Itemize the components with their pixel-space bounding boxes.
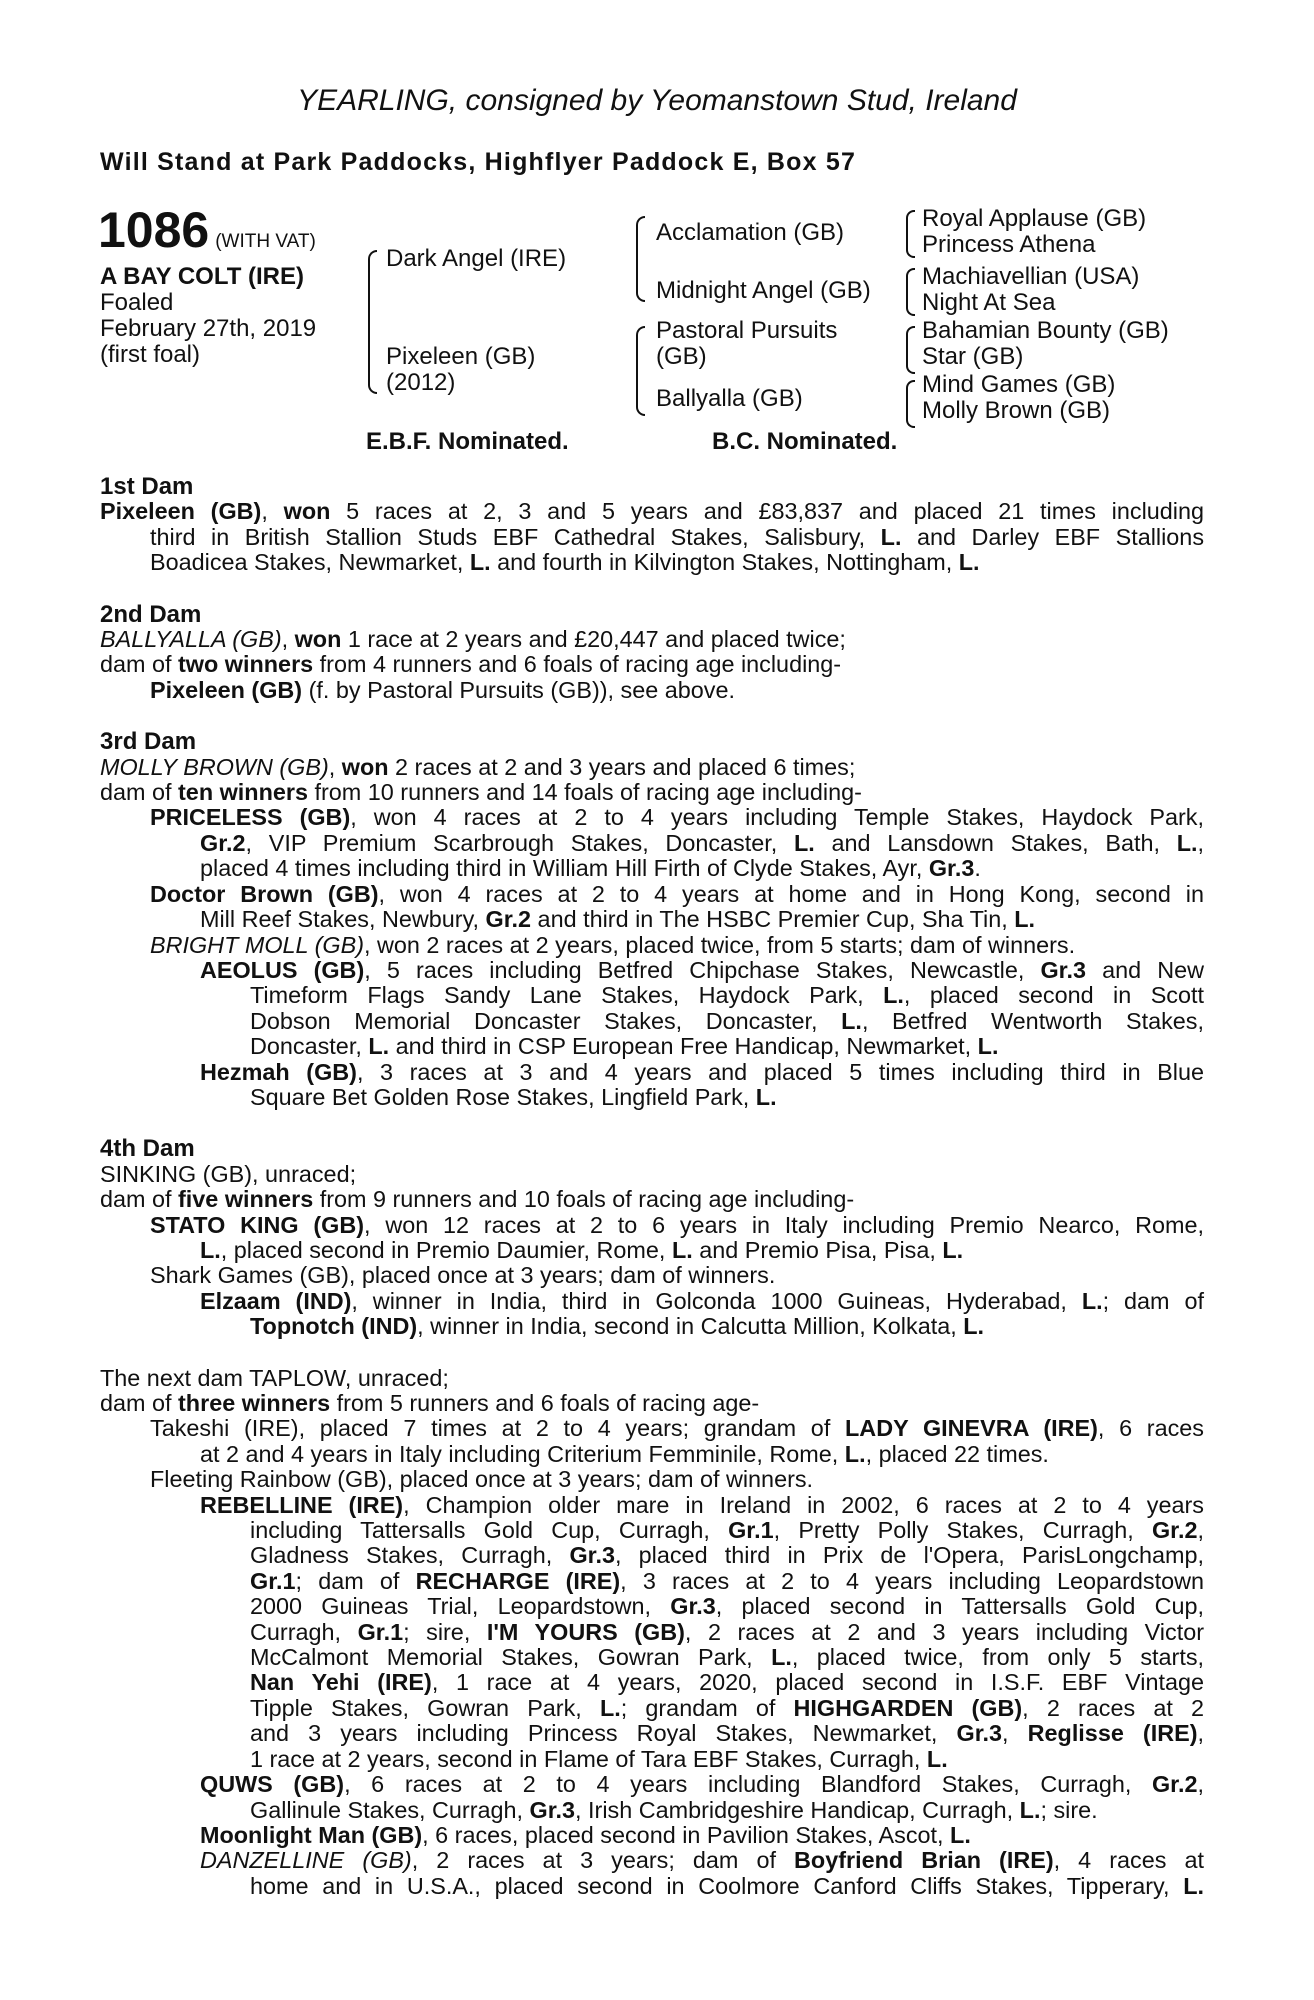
- text-run: ; sire.: [1040, 1796, 1098, 1823]
- text-run: McCalmont Memorial Stakes, Gowran Park,: [250, 1644, 772, 1671]
- text-run: Moonlight Man (GB): [200, 1821, 423, 1848]
- text-run: L.: [469, 549, 491, 576]
- ggp-5: Bahamian Bounty (GB): [922, 317, 1169, 344]
- text-run: three winners: [178, 1390, 331, 1416]
- text-run: RECHARGE (IRE): [415, 1567, 621, 1594]
- text-run: , 2 races at 2 and 3 years including Victor: [684, 1618, 1204, 1645]
- third-dam-line: [100, 780, 1204, 805]
- next-dam-line: [100, 1721, 1204, 1746]
- text-run: , placed second in Tattersalls Gold Cup,: [715, 1593, 1204, 1620]
- text-run: Boadicea Stakes, Newmarket,: [150, 549, 470, 576]
- text-run: , winner in India, third in Golconda 1000 Guineas, Hyderabad,: [351, 1287, 1082, 1314]
- text-run: , 5 races including Betfred Chipchase Stakes, Newcastle,: [364, 956, 1041, 983]
- next-dam-line: [100, 1518, 1204, 1543]
- next-dam-line: [100, 1391, 1204, 1416]
- text-run: , placed twice, from only 5 starts,: [791, 1644, 1205, 1671]
- text-run: (f. by Pastoral Pursuits (GB)), see above.: [302, 676, 735, 703]
- ggp-7: Mind Games (GB): [922, 371, 1116, 398]
- text-run: from 4 runners and 6 foals of racing age including-: [313, 651, 842, 678]
- third-dam-line: [100, 1009, 1204, 1034]
- text-run: Gr.2: [1151, 1771, 1198, 1798]
- text-run: Tipple Stakes, Gowran Park,: [250, 1694, 600, 1721]
- text-run: L.: [977, 1033, 999, 1060]
- text-run: Dobson Memorial Doncaster Stakes, Doncaster,: [250, 1007, 842, 1034]
- text-run: Gr.1: [357, 1618, 404, 1645]
- next-dam-line: [100, 1772, 1204, 1797]
- text-run: including Tattersalls Gold Cup, Curragh,: [250, 1517, 729, 1544]
- pedigree-brace: [906, 210, 915, 258]
- text-run: QUWS (GB): [200, 1771, 345, 1798]
- text-run: L.: [963, 1313, 985, 1340]
- text-run: L.: [1014, 906, 1036, 933]
- text-run: HIGHGARDEN (GB): [793, 1694, 1023, 1721]
- text-run: BALLYALLA (GB): [100, 626, 282, 653]
- text-run: REBELLINE (IRE): [200, 1491, 404, 1518]
- ggp-2: Princess Athena: [922, 231, 1096, 258]
- text-run: , 1 race at 4 years, 2020, placed second in I.S.F. EBF Vintage: [431, 1669, 1204, 1696]
- spacer: [100, 576, 1204, 602]
- ggp-6: Star (GB): [922, 343, 1024, 370]
- text-run: DANZELLINE (GB): [200, 1847, 412, 1874]
- next-dam-line: [100, 1874, 1204, 1899]
- second-dam-line: [100, 678, 1204, 703]
- text-run: , Betfred Wentworth Stakes,: [861, 1007, 1204, 1034]
- text-run: , 2 races at 3 years; dam of: [411, 1847, 795, 1874]
- text-run: , 4 races at: [1053, 1847, 1204, 1874]
- dam-sire-line1: Pastoral Pursuits: [656, 317, 838, 344]
- text-run: , won 4 races at 2 to 4 years including Temple Stakes, Haydock Park,: [350, 804, 1204, 831]
- text-run: and Lansdown Stakes, Bath,: [814, 829, 1177, 856]
- next-dam-line: [100, 1823, 1204, 1848]
- next-dam-line: [100, 1747, 1204, 1772]
- text-run: 5 races at 2, 3 and 5 years and £83,837 and placed 21 times including: [330, 498, 1204, 525]
- pedigree-brace: [636, 326, 645, 416]
- text-run: , winner in India, second in Calcutta Million, Kolkata,: [417, 1313, 964, 1340]
- text-run: ten winners: [178, 779, 308, 806]
- text-run: , won 2 races at 2 years, placed twice, from 5 starts; dam of winners.: [364, 931, 1076, 958]
- text-run: five winners: [178, 1186, 314, 1213]
- text-run: Nan Yehi (IRE): [250, 1669, 432, 1696]
- third-dam-line: [100, 882, 1204, 907]
- dam-dam: Ballyalla (GB): [656, 385, 803, 412]
- text-run: L.: [958, 549, 980, 576]
- text-run: Doctor Brown (GB): [150, 880, 379, 907]
- next-dam-line: [100, 1569, 1204, 1594]
- text-run: , placed third in Prix de l'Opera, ParisLongchamp,: [614, 1542, 1204, 1569]
- text-run: home and in U.S.A., placed second in Coolmore Canford Cliffs Stakes, Tipperary,: [250, 1872, 1184, 1899]
- second-dam-line: [100, 652, 1204, 677]
- next-dam-line: [100, 1543, 1204, 1568]
- ebf-nominated: E.B.F. Nominated.: [366, 428, 569, 455]
- text-run: .: [974, 855, 981, 882]
- text-run: Gr.3: [956, 1720, 1003, 1747]
- text-run: Gr.3: [670, 1593, 716, 1620]
- text-run: ; sire,: [403, 1618, 487, 1645]
- text-run: Gr.3: [928, 855, 975, 882]
- foaled-label: Foaled: [100, 289, 174, 316]
- text-run: third in British Stallion Studs EBF Cathedral Stakes, Salisbury,: [150, 523, 881, 550]
- lot-number-value: 1086: [98, 202, 210, 258]
- text-run: , Irish Cambridgeshire Handicap, Curragh,: [575, 1796, 1020, 1823]
- lot-number: [98, 202, 316, 258]
- text-run: Reglisse (IRE): [1027, 1720, 1198, 1747]
- fourth-dam-line: [100, 1238, 1204, 1263]
- second-dam-heading: 2nd Dam: [100, 600, 202, 628]
- dam-sire-line2: (GB): [656, 343, 707, 370]
- text-run: L.: [942, 1236, 964, 1263]
- text-run: 2000 Guineas Trial, Leopardstown,: [250, 1593, 671, 1620]
- text-run: Gr.2: [485, 906, 532, 933]
- ggp-4: Night At Sea: [922, 289, 1056, 316]
- third-dam-line: [100, 856, 1204, 881]
- pedigree-brace: [368, 250, 377, 394]
- text-run: , 6 races: [1097, 1415, 1205, 1442]
- text-run: dam of: [100, 1186, 179, 1213]
- text-run: Gr.2: [1151, 1517, 1198, 1544]
- text-run: two winners: [178, 651, 314, 678]
- foaled-date: February 27th, 2019: [100, 315, 317, 342]
- text-run: ,: [1197, 1517, 1204, 1544]
- text-run: L.: [771, 1644, 792, 1671]
- next-dam-line: [100, 1696, 1204, 1721]
- fourth-dam-line: Shark Games (GB), placed once at 3 years; dam of winners.: [150, 1262, 776, 1289]
- text-run: L.: [793, 829, 815, 856]
- text-run: dam of: [100, 779, 179, 806]
- text-run: ,: [261, 498, 284, 525]
- text-run: dam of: [100, 651, 179, 678]
- text-run: Curragh,: [250, 1618, 358, 1645]
- text-run: Boyfriend Brian (IRE): [794, 1847, 1054, 1874]
- text-run: L.: [671, 1236, 693, 1263]
- pedigree-brace: [906, 268, 915, 316]
- third-dam-line: [100, 755, 1204, 780]
- dam-year: (2012): [386, 369, 456, 396]
- text-run: Gr.3: [569, 1542, 615, 1569]
- second-dam-line: [100, 627, 1204, 652]
- next-dam-line: [100, 1416, 1204, 1441]
- text-run: ,: [281, 626, 295, 653]
- text-run: L.: [1081, 1287, 1103, 1314]
- fourth-dam-line: [100, 1213, 1204, 1238]
- spacer: [100, 1110, 1204, 1136]
- text-run: and Premio Pisa, Pisa,: [692, 1236, 943, 1263]
- next-dam-line: [100, 1442, 1204, 1467]
- first-dam-line: [100, 550, 1204, 575]
- text-run: 1 race at 2 years and £20,447 and placed twice;: [341, 626, 846, 653]
- text-run: L.: [844, 1440, 866, 1467]
- catalogue-consignor-heading: YEARLING, consigned by Yeomanstown Stud, Ireland: [297, 84, 1017, 117]
- lot-title: A BAY COLT (IRE): [100, 263, 305, 290]
- text-run: ; dam of: [295, 1567, 416, 1594]
- text-run: , VIP Premium Scarbrough Stakes, Doncaster,: [245, 829, 794, 856]
- text-run: , 3 races at 2 to 4 years including Leopardstown: [620, 1567, 1204, 1594]
- text-run: 2 races at 2 and 3 years and placed 6 times;: [388, 753, 856, 780]
- text-run: , 3 races at 3 and 4 years and placed 5 times including third in Blue: [356, 1058, 1204, 1085]
- third-dam-heading: 3rd Dam: [100, 728, 197, 756]
- text-run: , 2 races at 2: [1022, 1694, 1204, 1721]
- text-run: ; grandam of: [620, 1694, 794, 1721]
- text-run: , Pretty Polly Stakes, Curragh,: [773, 1517, 1152, 1544]
- next-dam-line: [100, 1620, 1204, 1645]
- bc-nominated: B.C. Nominated.: [712, 428, 898, 455]
- text-run: MOLLY BROWN (GB): [100, 753, 329, 780]
- text-run: from 9 runners and 10 foals of racing age including-: [313, 1186, 855, 1213]
- text-run: won: [283, 498, 331, 525]
- text-run: L.: [950, 1821, 971, 1848]
- text-run: ; dam of: [1102, 1287, 1204, 1314]
- third-dam-line: [100, 933, 1204, 958]
- text-run: AEOLUS (GB): [200, 956, 365, 983]
- pedigree-brace: [906, 380, 915, 428]
- text-run: won: [341, 753, 389, 780]
- text-run: Gr.2: [200, 829, 246, 856]
- text-run: L.: [841, 1007, 862, 1034]
- text-run: at 2 and 4 years in Italy including Criterium Femminile, Rome,: [200, 1440, 845, 1467]
- next-dam-line: [100, 1645, 1204, 1670]
- text-run: I'M YOURS (GB): [486, 1618, 685, 1645]
- text-run: Gr.3: [529, 1796, 576, 1823]
- ggp-8: Molly Brown (GB): [922, 397, 1111, 424]
- third-dam-line: [100, 1060, 1204, 1085]
- text-run: ,: [1197, 829, 1204, 856]
- text-run: and fourth in Kilvington Stakes, Nottingham,: [490, 549, 959, 576]
- third-dam-line: [100, 983, 1204, 1008]
- text-run: dam of: [100, 1390, 179, 1416]
- third-dam-line: [100, 958, 1204, 983]
- text-run: , placed 22 times.: [865, 1440, 1049, 1467]
- text-run: Gladness Stakes, Curragh,: [250, 1542, 570, 1569]
- first-dam-heading: 1st Dam: [100, 473, 194, 500]
- fourth-dam-line: [100, 1314, 1204, 1339]
- text-run: L.: [883, 982, 904, 1009]
- spacer: [100, 703, 1204, 729]
- text-run: Gallinule Stakes, Curragh,: [250, 1796, 530, 1823]
- third-dam-line: [100, 805, 1204, 830]
- fourth-dam-line: SINKING (GB), unraced;: [100, 1160, 357, 1187]
- text-run: placed 4 times including third in William Hill Firth of Clyde Stakes, Ayr,: [200, 855, 929, 882]
- text-run: , Champion older mare in Ireland in 2002, 6 races at 2 to 4 years: [403, 1491, 1205, 1518]
- text-run: Gr.1: [728, 1517, 774, 1544]
- text-run: STATO KING (GB): [150, 1211, 365, 1238]
- sire-dam: Midnight Angel (GB): [656, 277, 871, 304]
- first-foal-note: (first foal): [100, 341, 201, 368]
- text-run: L.: [368, 1033, 390, 1060]
- text-run: L.: [880, 523, 902, 550]
- ggp-1: Royal Applause (GB): [922, 205, 1147, 232]
- dam-name: Pixeleen (GB): [386, 343, 536, 370]
- ggp-3: Machiavellian (USA): [922, 263, 1140, 290]
- text-run: , won 4 races at 2 to 4 years at home and in Hong Kong, second in: [378, 880, 1205, 907]
- text-run: L.: [1176, 829, 1198, 856]
- fourth-dam-line: [100, 1187, 1204, 1212]
- vat-note: (WITH VAT): [215, 231, 316, 252]
- first-dam-line: [100, 499, 1204, 524]
- text-run: , placed second in Scott: [903, 982, 1205, 1009]
- dam-name: Pixeleen (GB): [100, 498, 262, 525]
- text-run: , 6 races at 2 to 4 years including Blandford Stakes, Curragh,: [344, 1771, 1152, 1798]
- stand-location: Will Stand at Park Paddocks, Highflyer Paddock E, Box 57: [100, 148, 857, 176]
- sire-sire: Acclamation (GB): [656, 219, 845, 246]
- text-run: Elzaam (IND): [200, 1287, 352, 1314]
- text-run: won: [294, 626, 342, 653]
- spacer: [100, 1340, 1204, 1366]
- catalogue-body: [100, 474, 1204, 1899]
- text-run: L.: [1183, 1872, 1204, 1899]
- text-run: Timeform Flags Sandy Lane Stakes, Haydock Park,: [250, 982, 884, 1009]
- text-run: L.: [200, 1236, 221, 1263]
- text-run: and Darley EBF Stallions: [901, 523, 1205, 550]
- third-dam-line: [100, 831, 1204, 856]
- third-dam-line: [100, 907, 1204, 932]
- fourth-dam-line: [100, 1289, 1204, 1314]
- sire-name: Dark Angel (IRE): [386, 245, 567, 272]
- pedigree-brace: [906, 326, 915, 374]
- text-run: ,: [328, 753, 342, 780]
- next-dam-line: Fleeting Rainbow (GB), placed once at 3 years; dam of winners.: [150, 1466, 814, 1493]
- text-run: ,: [1197, 1771, 1204, 1798]
- third-dam-line: [100, 1034, 1204, 1059]
- text-run: Gr.1: [250, 1567, 296, 1594]
- text-run: L.: [599, 1694, 621, 1721]
- text-run: , 6 races, placed second in Pavilion Stakes, Ascot,: [422, 1821, 951, 1848]
- text-run: Pixeleen (GB): [150, 676, 303, 703]
- text-run: , won 12 races at 2 to 6 years in Italy including Premio Nearco, Rome,: [364, 1211, 1204, 1238]
- next-dam-line: [100, 1798, 1204, 1823]
- next-dam-line: [100, 1670, 1204, 1695]
- text-run: Doncaster,: [250, 1033, 369, 1060]
- text-run: Gr.3: [1040, 956, 1086, 983]
- text-run: Topnotch (IND): [250, 1313, 418, 1340]
- next-dam-line: [100, 1493, 1204, 1518]
- text-run: L.: [1019, 1796, 1041, 1823]
- text-run: Takeshi (IRE), placed 7 times at 2 to 4 years; grandam of: [150, 1415, 846, 1442]
- text-run: Mill Reef Stakes, Newbury,: [200, 906, 486, 933]
- text-run: Square Bet Golden Rose Stakes, Lingfield Park,: [250, 1083, 756, 1110]
- text-run: from 10 runners and 14 foals of racing age including-: [308, 779, 862, 806]
- text-run: L.: [755, 1083, 777, 1110]
- text-run: LADY GINEVRA (IRE): [845, 1415, 1098, 1442]
- text-run: , placed second in Premio Daumier, Rome,: [220, 1236, 672, 1263]
- text-run: Hezmah (GB): [200, 1058, 357, 1085]
- next-dam-line: The next dam TAPLOW, unraced;: [100, 1364, 449, 1391]
- fourth-dam-heading: 4th Dam: [100, 1135, 195, 1163]
- text-run: and 3 years including Princess Royal Stakes, Newmarket,: [250, 1720, 957, 1747]
- text-run: PRICELESS (GB): [150, 804, 351, 831]
- text-run: and third in The HSBC Premier Cup, Sha Tin,: [531, 906, 1015, 933]
- text-run: ,: [1197, 1720, 1204, 1747]
- text-run: BRIGHT MOLL (GB): [150, 931, 365, 958]
- text-run: L.: [926, 1745, 948, 1772]
- text-run: and New: [1085, 956, 1204, 983]
- pedigree-brace: [636, 216, 645, 302]
- next-dam-line: [100, 1594, 1204, 1619]
- text-run: ,: [1002, 1720, 1028, 1747]
- text-run: and third in CSP European Free Handicap, Newmarket,: [389, 1033, 978, 1060]
- text-run: 1 race at 2 years, second in Flame of Tara EBF Stakes, Curragh,: [250, 1745, 927, 1772]
- first-dam-line: [100, 525, 1204, 550]
- third-dam-line: [100, 1085, 1204, 1110]
- next-dam-line: [100, 1848, 1204, 1873]
- text-run: from 5 runners and 6 foals of racing age-: [330, 1390, 760, 1416]
